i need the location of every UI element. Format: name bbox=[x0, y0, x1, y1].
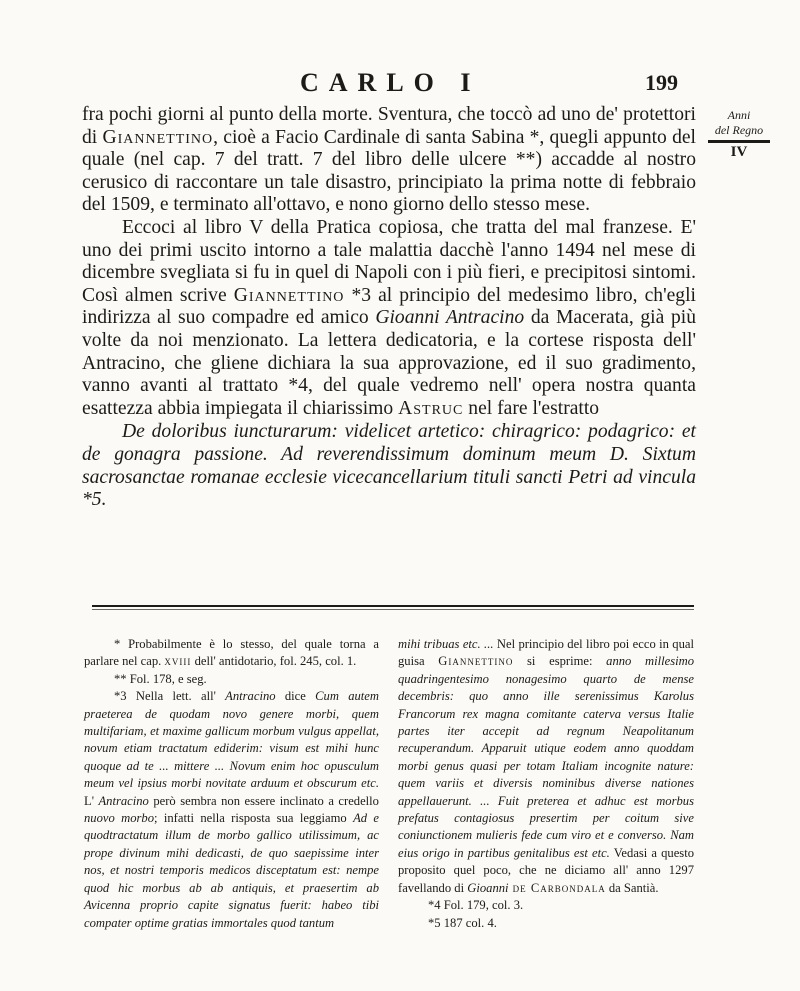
footnote-text: ; infatti nella risposta sua leggiamo bbox=[154, 811, 354, 826]
person-name: Giannettino bbox=[438, 654, 514, 669]
footnote-latin-quote: Ad e quodtractatum illum de morbo gallico utilissimum, ac prope divinum mihi dedicasti, de quo saepissime inter nos, et nostri temporis medicos disceptatum est: nempe quod hic morbus ab ab antiquis, et praesertim ab Avicenna proprio capite signatus fuerit: habeo tibi compater optime gratias immortales quod tantum bbox=[84, 811, 379, 930]
latin-title: De doloribus iuncturarum: videlicet artetico: chiragrico: podagrico: et de gonagra passione. Ad reverendissimum dominum meum D. Sixtum sacrosanctae romanae ecclesie vicecancellarium tituli sancti Petri ad vincula *5. bbox=[82, 421, 696, 511]
margin-note-line2: del Regno bbox=[714, 123, 764, 137]
running-title: CARLO I bbox=[300, 68, 481, 97]
footnote-5: *5 187 col. 4. bbox=[428, 915, 497, 930]
person-name: de Carbondala bbox=[508, 880, 606, 895]
footnote-italic: Gioanni bbox=[467, 880, 509, 895]
footnotes-left-column bbox=[84, 636, 379, 932]
footnote-4: *4 Fol. 179, col. 3. bbox=[428, 898, 524, 913]
footnote-italic: nuovo morbo bbox=[84, 811, 155, 826]
paragraph-2-text-c: da Macerata, già più volte da noi menzionato. La lettera dedicatoria, e la cortese risposta dell' Antracino, che gliene dichiara la sua approvazione, ed il suo gradimento, vanno avanti al trattato *4, del quale vedremo nell' opera nostra quanta esattezza abbia impiegata il chiarissimo bbox=[82, 307, 696, 419]
footnote-2 bbox=[84, 671, 379, 688]
page-number: 199 bbox=[645, 70, 678, 95]
paragraph-2-text-a: Eccoci al libro V della Pratica copiosa, che tratta del mal franzese. E' uno dei primi uscito intorno a tale malattia dacchè l'anno 1494 nel mese di dicembre svegliata si fu in quel di Napoli con i più fieri, e precipitosi sintomi. Così almen scrive bbox=[82, 216, 696, 306]
footnote-1 bbox=[84, 636, 379, 671]
footnote-latin-quote: mihi tribuas etc. ... bbox=[398, 637, 494, 651]
paragraph-2-text-d: nel fare l'estratto bbox=[463, 397, 600, 419]
footnote-latin-quote: Cum autem praeterea de quodam novo genere morbi, quem multifariam, et maxime gallicum morbum vulgus appellat, novum etiam tractatum ediderim: visum est mihi hunc quoque ad te ... mittere ... Novum enim hoc opusculum meum vel ipsius morbi novitate arduum et obscurum etc. bbox=[84, 689, 379, 791]
footnote-text: Vedasi a questo proposito quel poco, che ne diciamo all' anno 1297 favellando di bbox=[398, 845, 695, 895]
footnote-numeral: xviii bbox=[164, 654, 192, 669]
footnote-text: L' bbox=[84, 793, 99, 808]
margin-note-rule bbox=[708, 140, 770, 143]
footnote-italic: Antracino bbox=[225, 689, 276, 704]
footnote-text: * Probabilmente è lo stesso, del quale torna a parlare nel cap. bbox=[84, 637, 379, 669]
footnote-3-continued bbox=[398, 636, 694, 897]
person-name: Giannettino bbox=[233, 284, 345, 306]
person-name: Giannettino bbox=[102, 126, 214, 148]
paragraph-1-text-a: fra pochi giorni al punto della morte. Sventura, che toccò ad uno de' protettori di bbox=[82, 104, 696, 148]
footnote-italic: Antracino bbox=[98, 793, 149, 808]
footnote-text: Nel principio del libro poi ecco in qual guisa bbox=[398, 637, 694, 669]
separator-rule bbox=[92, 605, 694, 607]
margin-note bbox=[700, 108, 778, 160]
separator-rule-thin bbox=[92, 609, 694, 610]
footnote-text: però sembra non essere inclinato a credello bbox=[148, 793, 379, 808]
person-name-italic: Gioanni Antracino bbox=[375, 307, 525, 329]
main-text bbox=[82, 104, 696, 512]
person-name: Astruc bbox=[398, 397, 464, 419]
footnote-text: da Santià. bbox=[605, 880, 659, 895]
footnote-text: *3 Nella lett. all' bbox=[114, 689, 226, 704]
footnote-text: dell' antidotario, fol. 245, col. 1. bbox=[191, 654, 357, 669]
regnal-year: IV bbox=[730, 144, 748, 160]
footnote-latin-quote: anno millesimo quadringentesimo nonagesimo quarto de mense decembris: quo anno ille serenissimus Karolus Francorum rex magna comitante caterva versus Italie partes iter accepit ad regnum Neapolitanum recuperandum. Apparuit utique eodem anno quoddam morbi genus quasi per totam Italiam incognite nature: quem variis et diversis nominibus diverse nationes appellauerunt. ... Fuit preterea et adhuc est morbus prefatus contagiosus presertim per coitum sive coniunctionem mulieris fede cum viro et e converso. Nam eius origo in partibus genitalibus est etc. bbox=[398, 654, 694, 860]
paragraph-2-text-b: *3 al principio del medesimo libro, ch'egli indirizza al suo compadre ed amico bbox=[82, 284, 696, 329]
paragraph-2 bbox=[82, 217, 696, 420]
margin-note-line1: Anni bbox=[727, 108, 751, 122]
paragraph-1-text-b: , cioè a Facio Cardinale di santa Sabina *, quegli appunto del quale (nel cap. 7 del tratt. 7 del libro delle ulcere **) accadde al nostro cerusico di raccontare un tale disastro, principiato la prima notte di febbraio del 1509, e terminato all'ottavo, e nono giorno dello stesso mese. bbox=[82, 126, 697, 216]
footnote-text: ** Fol. 178, e seg. bbox=[114, 671, 207, 686]
footnote-3 bbox=[84, 688, 379, 932]
running-head bbox=[0, 68, 800, 102]
paragraph-1 bbox=[82, 104, 696, 217]
footnotes-right-column bbox=[398, 636, 694, 932]
footnote-text: si esprime: bbox=[513, 654, 607, 669]
footnote-text: dice bbox=[275, 689, 316, 704]
